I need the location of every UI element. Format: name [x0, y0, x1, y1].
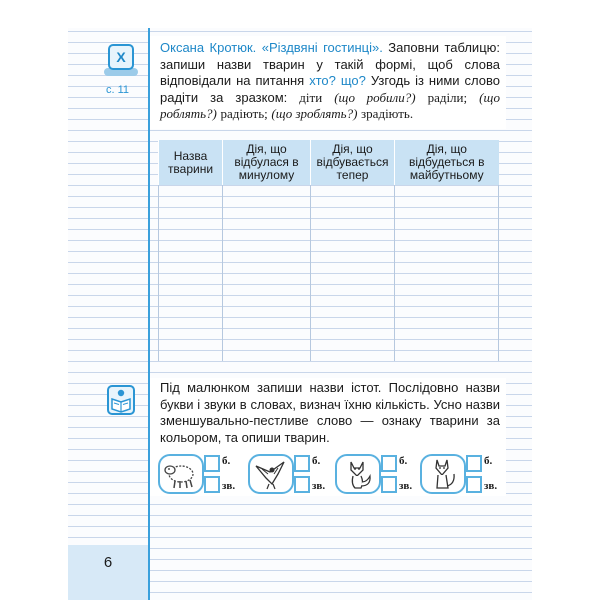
sounds-count-box[interactable]	[381, 476, 397, 493]
header-present: Дія, що відбувається тепер	[311, 140, 395, 185]
sounds-label: зв.	[222, 480, 236, 492]
fox-icon	[335, 454, 381, 494]
letters-label: б.	[222, 455, 231, 467]
letters-count-box[interactable]	[294, 455, 310, 472]
book-icon	[107, 385, 135, 415]
sounds-label: зв.	[312, 480, 326, 492]
sounds-label: зв.	[399, 480, 413, 492]
x-icon: X	[108, 44, 134, 70]
animals-row	[158, 452, 506, 496]
answer-cell[interactable]	[395, 185, 499, 361]
header-animal-name: Назва тварини	[159, 140, 223, 185]
table-answer-row	[159, 185, 499, 361]
letters-count-box[interactable]	[381, 455, 397, 472]
letters-label: б.	[312, 455, 321, 467]
letters-count-box[interactable]	[204, 455, 220, 472]
header-past: Дія, що відбулася в минулому	[223, 140, 311, 185]
animal-card	[158, 452, 244, 496]
animal-card	[420, 452, 506, 496]
letters-label: б.	[484, 455, 493, 467]
animal-card	[248, 452, 334, 496]
task-2-text: Під малюнком запиши назви істот. Послідовно назви букви і звуки в словах, визнач їхню кількість. Усно назви зменшувально-пестливе слово — ознаку тварини за кольором, та опиши тварин.	[150, 378, 506, 496]
letters-label: б.	[399, 455, 408, 467]
page-number: 6	[103, 554, 113, 571]
wolf-icon	[420, 454, 466, 494]
page-reference: с. 11	[106, 84, 130, 96]
answer-cell[interactable]	[311, 185, 395, 361]
answer-cell[interactable]	[223, 185, 311, 361]
sounds-label: зв.	[484, 480, 498, 492]
sounds-count-box[interactable]	[294, 476, 310, 493]
header-future: Дія, що відбудеться в майбутньому	[395, 140, 499, 185]
letters-count-box[interactable]	[466, 455, 482, 472]
bird-icon	[248, 454, 294, 494]
sounds-count-box[interactable]	[466, 476, 482, 493]
table-header-row	[159, 140, 499, 185]
task-1-text: Оксана Кротюк. «Різдвяні гостинці». Заповни таблицю: запиши назви тварин у такій формі, щоб слова відповідали на питання хто? що? Узгодь із ними слово радіти за зразком: діти (що робили?) раділи; (що роблять?) радіють; (що зроблять?) зрадіють.	[150, 36, 506, 129]
task-1-title: Оксана Кротюк. «Різдвяні гостинці».	[160, 40, 383, 55]
answer-cell[interactable]	[159, 185, 223, 361]
sheep-icon	[158, 454, 204, 494]
animal-card	[335, 452, 421, 496]
animals-table	[158, 140, 499, 361]
sounds-count-box[interactable]	[204, 476, 220, 493]
